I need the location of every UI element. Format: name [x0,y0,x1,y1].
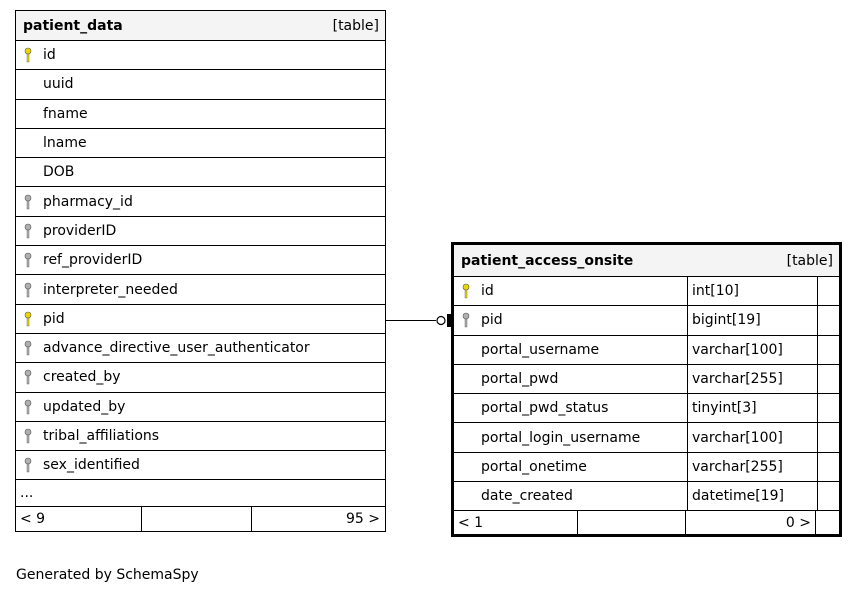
column-row[interactable] [16,363,385,392]
column-row[interactable] [16,393,385,422]
column-name-cell [16,334,310,362]
column-row[interactable] [16,41,385,70]
column-row[interactable] [16,305,385,334]
column-name-cell [16,129,87,157]
column-type: tinyint[3] [688,394,818,422]
column-name: pid [481,312,503,329]
column-name: portal_username [481,341,600,358]
column-row[interactable] [16,158,385,187]
footer-middle-cell [578,511,686,534]
column-name: pharmacy_id [43,193,133,210]
zero-cardinality-circle [437,317,445,325]
column-name: portal_pwd_status [481,400,609,417]
column-name: date_created [481,488,573,505]
column-name-cell [454,394,688,422]
primary-key-icon [24,47,43,63]
column-name: DOB [43,164,75,181]
column-name: id [43,47,56,64]
column-name-cell [16,305,65,333]
column-name-cell [16,41,56,69]
column-name: providerID [43,222,117,239]
parents-count[interactable]: < 9 [16,507,142,531]
column-type: int[10] [688,277,818,305]
column-row[interactable] [454,453,839,482]
table-kind: [table] [786,252,833,269]
column-name: created_by [43,369,121,386]
column-name-cell [454,482,688,510]
column-row[interactable] [16,334,385,363]
index-key-icon [24,252,43,268]
column-name-cell [454,336,688,364]
index-key-icon [24,457,43,473]
column-row[interactable] [454,365,839,394]
column-name: portal_onetime [481,458,587,475]
column-name-cell [16,422,159,450]
table-patient-access-onsite[interactable] [451,242,842,537]
table-patient-data[interactable] [15,10,386,532]
column-name: portal_pwd [481,371,559,388]
column-type: varchar[255] [688,453,818,481]
column-row[interactable] [16,217,385,246]
column-name-cell [454,277,688,305]
column-name-cell [16,158,74,186]
column-name: tribal_affiliations [43,428,160,444]
table-footer [16,507,385,531]
column-name-cell [16,246,142,274]
table-footer [454,511,839,534]
column-name-cell [454,306,688,334]
column-type: bigint[19] [688,306,818,334]
column-row[interactable] [16,100,385,129]
column-type: datetime[19] [688,482,818,510]
children-count[interactable]: 0 > [686,511,816,534]
table-header[interactable] [454,245,839,277]
primary-key-icon [24,311,43,327]
index-key-icon [24,194,43,210]
column-name: uuid [43,76,74,93]
column-name-cell [16,363,121,391]
index-key-icon [24,399,43,415]
children-count[interactable]: 95 > [346,511,380,528]
table-name: patient_data [23,17,123,34]
generated-by-note: Generated by SchemaSpy [16,567,199,583]
column-type: varchar[255] [688,365,818,393]
column-name: advance_directive_user_authenticator [43,340,310,357]
column-row[interactable] [16,451,385,480]
parents-count[interactable]: < 1 [454,511,578,534]
column-name: interpreter_needed [43,281,178,298]
column-name-cell [16,100,88,128]
column-name-cell [16,187,133,215]
column-row[interactable] [16,187,385,216]
column-name: updated_by [43,398,126,415]
index-key-icon [24,223,43,239]
column-row[interactable] [454,277,839,306]
column-row[interactable] [16,275,385,304]
column-row[interactable] [454,482,839,511]
column-row[interactable] [454,394,839,423]
column-name: portal_login_username [481,429,641,446]
column-type: varchar[100] [688,423,818,451]
column-name-cell [16,451,140,479]
table-header[interactable] [16,11,385,41]
index-key-icon [24,369,43,385]
primary-key-icon [462,283,481,299]
column-name-cell [16,217,116,245]
table-name: patient_access_onsite [461,252,634,269]
column-type: varchar[100] [688,336,818,364]
column-name-cell [454,423,688,451]
column-name: ref_providerID [43,252,143,269]
column-row[interactable] [454,336,839,365]
footer-middle-cell [142,507,252,531]
index-key-icon [24,282,43,298]
column-name: pid [43,310,65,327]
index-key-icon [24,340,43,356]
column-row[interactable] [16,129,385,158]
column-row[interactable] [16,422,385,451]
column-name-cell [454,453,688,481]
more-columns-ellipsis[interactable]: ... [16,480,385,507]
column-row[interactable] [16,70,385,99]
column-name-cell [16,393,125,421]
column-row[interactable] [16,246,385,275]
table-kind: [table] [332,17,379,34]
column-name-cell [16,70,74,98]
column-name: id [481,283,494,300]
index-key-icon [462,312,481,328]
column-name: sex_identified [43,457,140,474]
column-row[interactable] [454,423,839,452]
index-key-icon [24,428,43,444]
column-name: lname [43,135,87,152]
column-name-cell [454,365,688,393]
column-row[interactable] [454,306,839,335]
column-name: fname [43,105,88,122]
column-name-cell [16,275,178,303]
